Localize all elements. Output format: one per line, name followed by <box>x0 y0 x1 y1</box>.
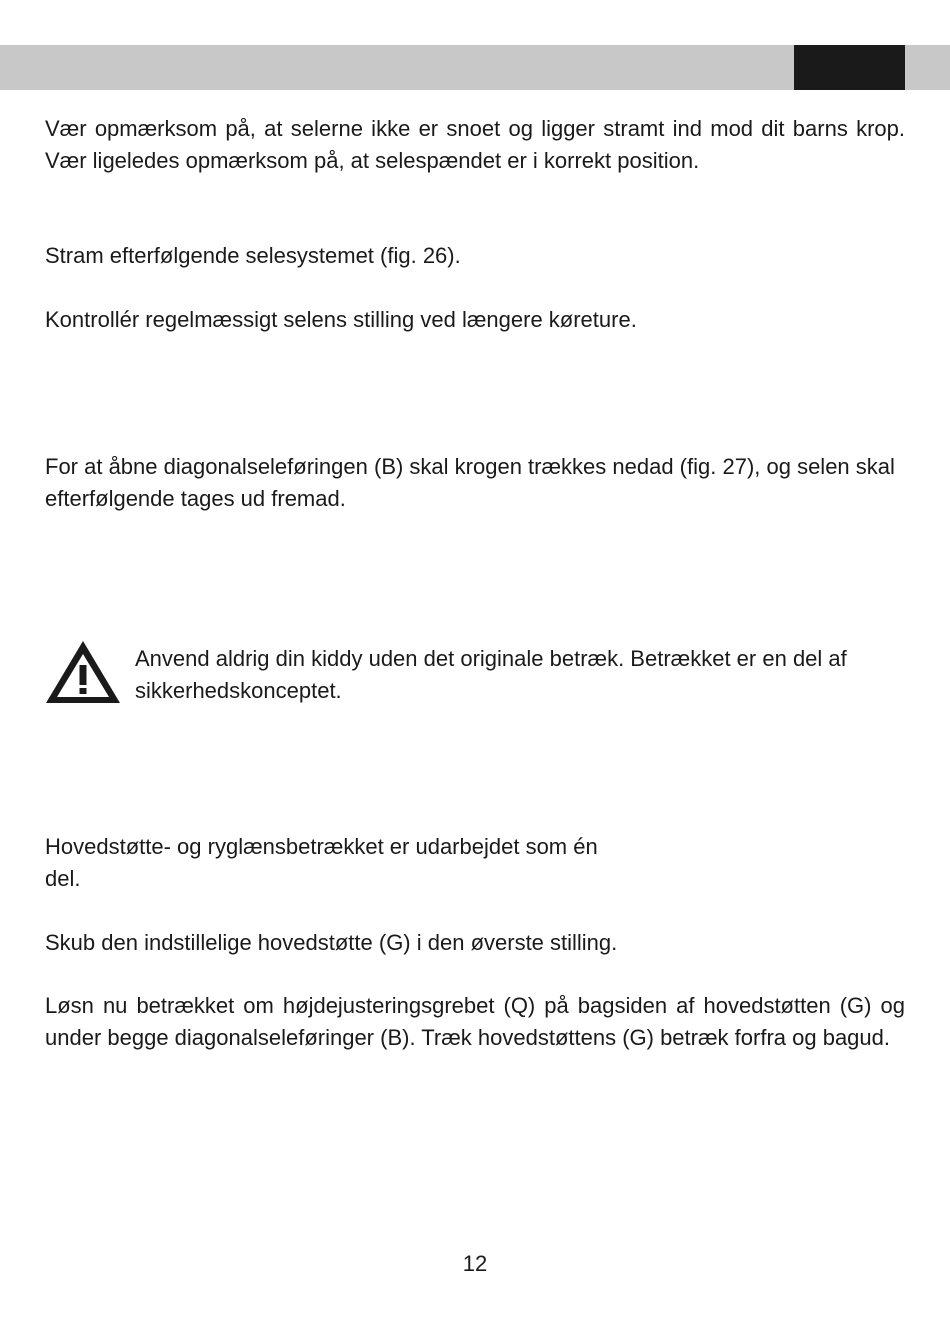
header-section-marker <box>794 45 905 90</box>
paragraph-open-belt-guide: For at åbne diagonalseleføringen (B) skal krogen trækkes nedad (fig. 27), og selen skal efterfølgende tages ud fremad. <box>45 454 895 511</box>
paragraph-check-regularly: Kontrollér regelmæssigt selens stilling ved længere køreture. <box>45 307 637 332</box>
warning-text: Anvend aldrig din kiddy uden det originale betræk. Betrækket er en del af sikkerhedskonceptet. <box>135 646 847 703</box>
paragraph-harness-check: Vær opmærksom på, at selerne ikke er snoet og ligger stramt ind mod dit barns krop. Vær ligeledes opmærksom på, at selespændet er i korrekt position. <box>45 116 905 173</box>
paragraph-push-headrest: Skub den indstillelige hovedstøtte (G) i den øverste stilling. <box>45 930 618 955</box>
paragraph-cover-one-piece <box>45 831 905 895</box>
page-number: 12 <box>462 1251 488 1276</box>
paragraph-cover-line-2: del. <box>45 866 81 891</box>
paragraph-cover-line-1: Hovedstøtte- og ryglænsbetrækket er udarbejdet som én <box>45 834 598 859</box>
paragraph-loosen-cover: Løsn nu betrækket om højdejusteringsgrebet (Q) på bagsiden af hovedstøtten (G) og under begge diagonalseleføringer (B). Træk hovedstøttens (G) betræk forfra og bagud. <box>45 993 905 1050</box>
paragraph-tighten-harness: Stram efterfølgende selesystemet (fig. 26). <box>45 243 461 268</box>
warning-triangle-icon <box>45 640 121 704</box>
